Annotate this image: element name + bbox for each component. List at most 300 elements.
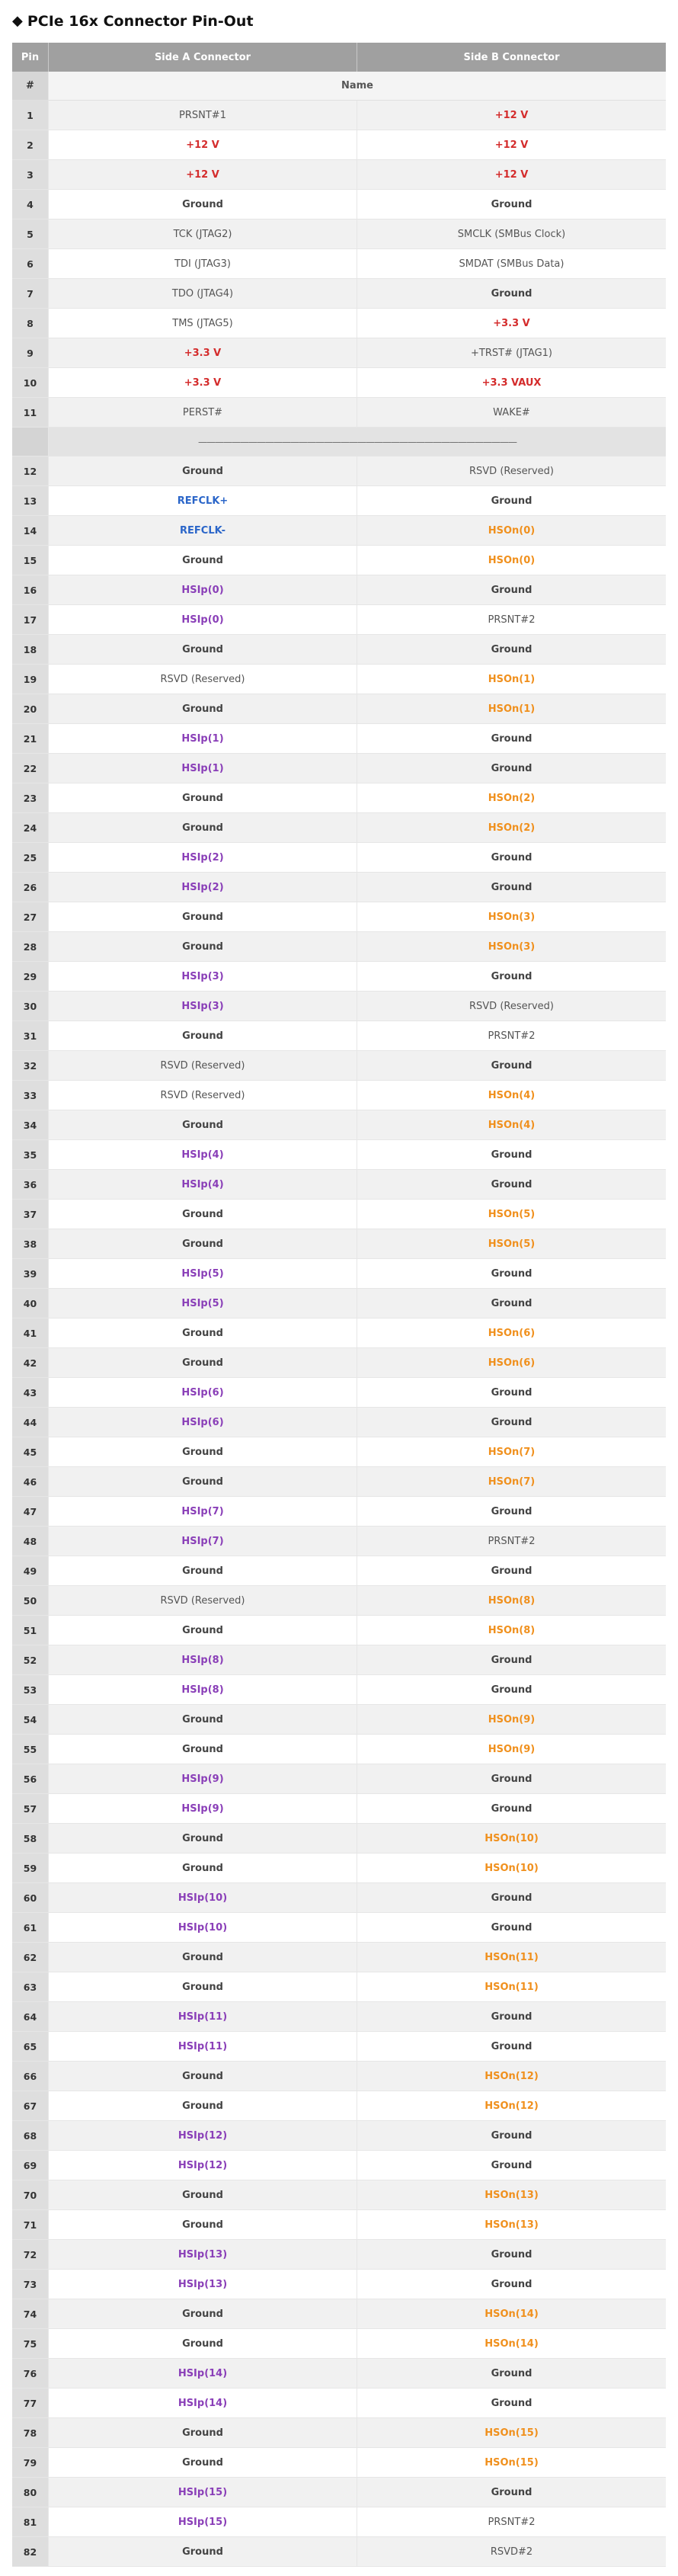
side-b-signal: HSOn(4): [357, 1081, 666, 1110]
pin-number: 53: [12, 1675, 49, 1705]
side-b-signal: HSOn(6): [357, 1318, 666, 1348]
table-row: [12, 575, 666, 605]
side-a-signal: HSIp(7): [49, 1527, 357, 1556]
pin-number: 30: [12, 992, 49, 1021]
table-row: [12, 516, 666, 546]
side-a-signal: Ground: [49, 2062, 357, 2091]
side-a-signal: Ground: [49, 1556, 357, 1586]
table-row: [12, 783, 666, 813]
table-row: [12, 605, 666, 635]
table-body: [12, 72, 666, 2567]
subheader-pin: #: [12, 72, 49, 101]
table-row: [12, 1021, 666, 1051]
side-b-signal: HSOn(0): [357, 516, 666, 546]
side-b-signal: HSOn(10): [357, 1824, 666, 1854]
pin-number: 72: [12, 2240, 49, 2270]
separator-line: ——————————————————————————————————————: [49, 428, 666, 457]
side-b-signal: Ground: [357, 2270, 666, 2299]
pin-number: 65: [12, 2032, 49, 2062]
side-a-signal: Ground: [49, 813, 357, 843]
side-a-signal: HSIp(4): [49, 1140, 357, 1170]
pin-number: 32: [12, 1051, 49, 1081]
side-a-signal: Ground: [49, 2180, 357, 2210]
table-row: [12, 1943, 666, 1972]
side-b-signal: Ground: [357, 486, 666, 516]
table-row: [12, 1408, 666, 1437]
side-a-signal: HSIp(9): [49, 1794, 357, 1824]
side-b-signal: HSOn(15): [357, 2418, 666, 2448]
side-b-signal: Ground: [357, 2121, 666, 2151]
pin-number: 2: [12, 130, 49, 160]
pin-number: 60: [12, 1883, 49, 1913]
table-row: [12, 2448, 666, 2478]
pin-number: 7: [12, 279, 49, 309]
table-row: [12, 1527, 666, 1556]
pin-number: 44: [12, 1408, 49, 1437]
pin-number: 3: [12, 160, 49, 190]
pin-number: 57: [12, 1794, 49, 1824]
side-a-signal: HSIp(11): [49, 2032, 357, 2062]
side-b-signal: HSOn(11): [357, 1943, 666, 1972]
table-row: [12, 1913, 666, 1943]
side-b-signal: Ground: [357, 1408, 666, 1437]
pin-number: 27: [12, 902, 49, 932]
pin-number: 55: [12, 1735, 49, 1764]
table-row: [12, 2507, 666, 2537]
table-row: [12, 635, 666, 665]
pin-number: 34: [12, 1110, 49, 1140]
page-title-row: [12, 8, 666, 35]
table-row: [12, 1051, 666, 1081]
side-b-signal: HSOn(11): [357, 1972, 666, 2002]
pin-number: 61: [12, 1913, 49, 1943]
table-row: [12, 279, 666, 309]
pin-number: 29: [12, 962, 49, 992]
pin-number: 46: [12, 1467, 49, 1497]
side-b-signal: +3.3 VAUX: [357, 368, 666, 398]
key-separator-row: [12, 428, 666, 457]
pin-number: 10: [12, 368, 49, 398]
side-a-signal: Ground: [49, 694, 357, 724]
table-row: [12, 546, 666, 575]
table-row: [12, 1467, 666, 1497]
side-a-signal: +3.3 V: [49, 338, 357, 368]
side-b-signal: SMDAT (SMBus Data): [357, 249, 666, 279]
side-a-signal: Ground: [49, 1229, 357, 1259]
pin-number: 11: [12, 398, 49, 428]
pin-number: 39: [12, 1259, 49, 1289]
table-row: [12, 486, 666, 516]
header-side-b: Side B Connector: [357, 43, 666, 72]
side-b-signal: HSOn(13): [357, 2180, 666, 2210]
table-row: [12, 1259, 666, 1289]
pin-number: 16: [12, 575, 49, 605]
pin-number: 33: [12, 1081, 49, 1110]
pin-number: 23: [12, 783, 49, 813]
table-row: [12, 1289, 666, 1318]
side-b-signal: Ground: [357, 754, 666, 783]
side-b-signal: Ground: [357, 2240, 666, 2270]
pin-number: 25: [12, 843, 49, 873]
pin-number: 42: [12, 1348, 49, 1378]
pin-number: 73: [12, 2270, 49, 2299]
side-b-signal: +12 V: [357, 101, 666, 130]
table-row: [12, 1318, 666, 1348]
table-row: [12, 130, 666, 160]
pin-number: 8: [12, 309, 49, 338]
table-row: [12, 1556, 666, 1586]
pin-number: 6: [12, 249, 49, 279]
side-a-signal: RSVD (Reserved): [49, 1586, 357, 1616]
side-b-signal: HSOn(8): [357, 1586, 666, 1616]
pin-number: 80: [12, 2478, 49, 2507]
pin-number: 71: [12, 2210, 49, 2240]
pin-number: 47: [12, 1497, 49, 1527]
table-row: [12, 1348, 666, 1378]
table-header-row: [12, 43, 666, 72]
side-a-signal: HSIp(0): [49, 605, 357, 635]
table-row: [12, 962, 666, 992]
table-row: [12, 309, 666, 338]
side-a-signal: HSIp(4): [49, 1170, 357, 1200]
pin-number: 63: [12, 1972, 49, 2002]
side-b-signal: HSOn(14): [357, 2299, 666, 2329]
table-row: [12, 2002, 666, 2032]
side-b-signal: Ground: [357, 873, 666, 902]
side-a-signal: HSIp(6): [49, 1378, 357, 1408]
side-a-signal: RSVD (Reserved): [49, 665, 357, 694]
pin-number: 20: [12, 694, 49, 724]
side-a-signal: Ground: [49, 932, 357, 962]
table-row: [12, 1616, 666, 1645]
side-a-signal: TDI (JTAG3): [49, 249, 357, 279]
table-row: [12, 1497, 666, 1527]
table-row: [12, 1110, 666, 1140]
side-b-signal: Ground: [357, 724, 666, 754]
side-b-signal: Ground: [357, 2032, 666, 2062]
pin-number: 62: [12, 1943, 49, 1972]
side-b-signal: Ground: [357, 1764, 666, 1794]
pin-number: 28: [12, 932, 49, 962]
side-a-signal: Ground: [49, 457, 357, 486]
side-b-signal: RSVD#2: [357, 2537, 666, 2567]
side-b-signal: Ground: [357, 1794, 666, 1824]
pin-number: 56: [12, 1764, 49, 1794]
side-a-signal: Ground: [49, 2091, 357, 2121]
side-b-signal: Ground: [357, 2151, 666, 2180]
side-a-signal: Ground: [49, 190, 357, 219]
diamond-icon: ◆: [12, 13, 23, 29]
side-a-signal: +12 V: [49, 160, 357, 190]
table-row: [12, 1764, 666, 1794]
side-a-signal: Ground: [49, 1348, 357, 1378]
pin-number: 31: [12, 1021, 49, 1051]
side-b-signal: HSOn(7): [357, 1437, 666, 1467]
side-a-signal: Ground: [49, 2299, 357, 2329]
pin-number: 13: [12, 486, 49, 516]
side-a-signal: TDO (JTAG4): [49, 279, 357, 309]
pin-number: 58: [12, 1824, 49, 1854]
table-row: [12, 2032, 666, 2062]
pin-number: 77: [12, 2389, 49, 2418]
pin-number: 48: [12, 1527, 49, 1556]
table-row: [12, 2151, 666, 2180]
table-row: [12, 338, 666, 368]
table-row: [12, 1378, 666, 1408]
table-row: [12, 1200, 666, 1229]
header-side-a: Side A Connector: [49, 43, 357, 72]
side-b-signal: Ground: [357, 575, 666, 605]
table-row: [12, 1794, 666, 1824]
side-a-signal: Ground: [49, 1467, 357, 1497]
table-row: [12, 665, 666, 694]
pin-number: 14: [12, 516, 49, 546]
table-row: [12, 1437, 666, 1467]
table-row: [12, 2180, 666, 2210]
side-b-signal: Ground: [357, 1289, 666, 1318]
side-b-signal: WAKE#: [357, 398, 666, 428]
table-row: [12, 843, 666, 873]
side-a-signal: Ground: [49, 1705, 357, 1735]
side-a-signal: REFCLK-: [49, 516, 357, 546]
side-b-signal: HSOn(15): [357, 2448, 666, 2478]
side-b-signal: Ground: [357, 1497, 666, 1527]
side-a-signal: Ground: [49, 2537, 357, 2567]
side-a-signal: HSIp(5): [49, 1259, 357, 1289]
table-row: [12, 190, 666, 219]
side-b-signal: +TRST# (JTAG1): [357, 338, 666, 368]
table-row: [12, 2270, 666, 2299]
side-a-signal: +3.3 V: [49, 368, 357, 398]
pin-number: 82: [12, 2537, 49, 2567]
side-b-signal: RSVD (Reserved): [357, 457, 666, 486]
table-row: [12, 1675, 666, 1705]
side-b-signal: HSOn(6): [357, 1348, 666, 1378]
side-a-signal: Ground: [49, 1943, 357, 1972]
side-a-signal: Ground: [49, 635, 357, 665]
side-a-signal: TMS (JTAG5): [49, 309, 357, 338]
side-a-signal: TCK (JTAG2): [49, 219, 357, 249]
side-b-signal: Ground: [357, 2478, 666, 2507]
side-b-signal: SMCLK (SMBus Clock): [357, 219, 666, 249]
side-b-signal: Ground: [357, 1140, 666, 1170]
pin-number: 64: [12, 2002, 49, 2032]
pin-number: 17: [12, 605, 49, 635]
table-row: [12, 249, 666, 279]
side-b-signal: HSOn(7): [357, 1467, 666, 1497]
side-b-signal: HSOn(0): [357, 546, 666, 575]
table-row: [12, 2359, 666, 2389]
pin-number: 67: [12, 2091, 49, 2121]
table-row: [12, 1824, 666, 1854]
side-b-signal: HSOn(9): [357, 1705, 666, 1735]
side-a-signal: HSIp(12): [49, 2121, 357, 2151]
table-row: [12, 724, 666, 754]
pin-number: 40: [12, 1289, 49, 1318]
pin-number: 79: [12, 2448, 49, 2478]
side-a-signal: Ground: [49, 1318, 357, 1348]
pin-number: 50: [12, 1586, 49, 1616]
side-b-signal: HSOn(2): [357, 813, 666, 843]
side-b-signal: Ground: [357, 1259, 666, 1289]
side-b-signal: Ground: [357, 1378, 666, 1408]
table-row: [12, 2062, 666, 2091]
subheader-name: Name: [49, 72, 666, 101]
table-row: [12, 1854, 666, 1883]
pin-number: 70: [12, 2180, 49, 2210]
side-b-signal: Ground: [357, 1645, 666, 1675]
side-a-signal: RSVD (Reserved): [49, 1051, 357, 1081]
side-b-signal: Ground: [357, 962, 666, 992]
side-a-signal: HSIp(1): [49, 754, 357, 783]
table-row: [12, 2537, 666, 2567]
table-row: [12, 694, 666, 724]
side-a-signal: PRSNT#1: [49, 101, 357, 130]
side-a-signal: HSIp(14): [49, 2359, 357, 2389]
side-b-signal: HSOn(14): [357, 2329, 666, 2359]
table-subheader-row: [12, 72, 666, 101]
side-b-signal: RSVD (Reserved): [357, 992, 666, 1021]
side-a-signal: Ground: [49, 1854, 357, 1883]
pin-number: 45: [12, 1437, 49, 1467]
side-a-signal: Ground: [49, 1437, 357, 1467]
side-b-signal: Ground: [357, 1170, 666, 1200]
side-a-signal: Ground: [49, 1824, 357, 1854]
table-row: [12, 1705, 666, 1735]
pin-number: 37: [12, 1200, 49, 1229]
table-row: [12, 368, 666, 398]
table-row: [12, 1645, 666, 1675]
table-row: [12, 902, 666, 932]
side-a-signal: REFCLK+: [49, 486, 357, 516]
side-a-signal: Ground: [49, 2210, 357, 2240]
side-a-signal: HSIp(13): [49, 2240, 357, 2270]
side-a-signal: HSIp(0): [49, 575, 357, 605]
side-b-signal: HSOn(5): [357, 1229, 666, 1259]
pin-number: 22: [12, 754, 49, 783]
side-a-signal: Ground: [49, 1616, 357, 1645]
side-b-signal: HSOn(1): [357, 665, 666, 694]
table-row: [12, 1735, 666, 1764]
side-a-signal: HSIp(15): [49, 2478, 357, 2507]
table-row: [12, 2091, 666, 2121]
side-a-signal: HSIp(13): [49, 2270, 357, 2299]
pin-number: 49: [12, 1556, 49, 1586]
side-b-signal: HSOn(4): [357, 1110, 666, 1140]
side-a-signal: Ground: [49, 1200, 357, 1229]
pin-number: 41: [12, 1318, 49, 1348]
pin-number: 5: [12, 219, 49, 249]
side-a-signal: HSIp(1): [49, 724, 357, 754]
side-a-signal: HSIp(15): [49, 2507, 357, 2537]
table-row: [12, 398, 666, 428]
pin-number: 4: [12, 190, 49, 219]
table-row: [12, 2389, 666, 2418]
table-row: [12, 2121, 666, 2151]
pin-number: 21: [12, 724, 49, 754]
side-b-signal: HSOn(8): [357, 1616, 666, 1645]
side-a-signal: Ground: [49, 2418, 357, 2448]
side-a-signal: Ground: [49, 2448, 357, 2478]
pin-number: 76: [12, 2359, 49, 2389]
side-a-signal: HSIp(11): [49, 2002, 357, 2032]
side-b-signal: Ground: [357, 1913, 666, 1943]
pin-number: 59: [12, 1854, 49, 1883]
pin-number: 66: [12, 2062, 49, 2091]
side-b-signal: Ground: [357, 1675, 666, 1705]
table-row: [12, 1586, 666, 1616]
table-row: [12, 1229, 666, 1259]
table-row: [12, 1081, 666, 1110]
table-row: [12, 219, 666, 249]
pin-number: 26: [12, 873, 49, 902]
table-row: [12, 1140, 666, 1170]
side-b-signal: Ground: [357, 2389, 666, 2418]
pin-number: 1: [12, 101, 49, 130]
side-a-signal: Ground: [49, 902, 357, 932]
table-row: [12, 1972, 666, 2002]
side-b-signal: HSOn(5): [357, 1200, 666, 1229]
side-a-signal: HSIp(2): [49, 843, 357, 873]
table-row: [12, 2329, 666, 2359]
pin-number: 12: [12, 457, 49, 486]
side-a-signal: Ground: [49, 546, 357, 575]
side-b-signal: Ground: [357, 1051, 666, 1081]
pinout-table: [12, 43, 666, 2567]
pin-number: 78: [12, 2418, 49, 2448]
side-a-signal: HSIp(12): [49, 2151, 357, 2180]
table-row: [12, 2240, 666, 2270]
table-row: [12, 1170, 666, 1200]
pin-number: 19: [12, 665, 49, 694]
pin-number: 52: [12, 1645, 49, 1675]
pin-number: 15: [12, 546, 49, 575]
side-b-signal: Ground: [357, 1883, 666, 1913]
side-b-signal: Ground: [357, 1556, 666, 1586]
table-row: [12, 992, 666, 1021]
side-a-signal: HSIp(6): [49, 1408, 357, 1437]
table-row: [12, 457, 666, 486]
side-b-signal: HSOn(12): [357, 2062, 666, 2091]
side-a-signal: Ground: [49, 783, 357, 813]
side-a-signal: HSIp(5): [49, 1289, 357, 1318]
page-title: PCIe 16x Connector Pin-Out: [27, 13, 254, 30]
pin-number: 75: [12, 2329, 49, 2359]
side-a-signal: HSIp(7): [49, 1497, 357, 1527]
side-a-signal: HSIp(3): [49, 992, 357, 1021]
side-a-signal: HSIp(2): [49, 873, 357, 902]
side-b-signal: +3.3 V: [357, 309, 666, 338]
pin-number: 51: [12, 1616, 49, 1645]
side-a-signal: PERST#: [49, 398, 357, 428]
side-b-signal: PRSNT#2: [357, 1021, 666, 1051]
side-b-signal: HSOn(1): [357, 694, 666, 724]
table-row: [12, 101, 666, 130]
pin-number: 74: [12, 2299, 49, 2329]
side-b-signal: HSOn(9): [357, 1735, 666, 1764]
side-b-signal: HSOn(12): [357, 2091, 666, 2121]
table-row: [12, 1883, 666, 1913]
side-a-signal: HSIp(8): [49, 1645, 357, 1675]
side-b-signal: HSOn(3): [357, 902, 666, 932]
side-a-signal: RSVD (Reserved): [49, 1081, 357, 1110]
pin-number: 69: [12, 2151, 49, 2180]
pin-number: 35: [12, 1140, 49, 1170]
header-pin: Pin: [12, 43, 49, 72]
side-a-signal: HSIp(10): [49, 1913, 357, 1943]
side-a-signal: +12 V: [49, 130, 357, 160]
side-b-signal: Ground: [357, 279, 666, 309]
